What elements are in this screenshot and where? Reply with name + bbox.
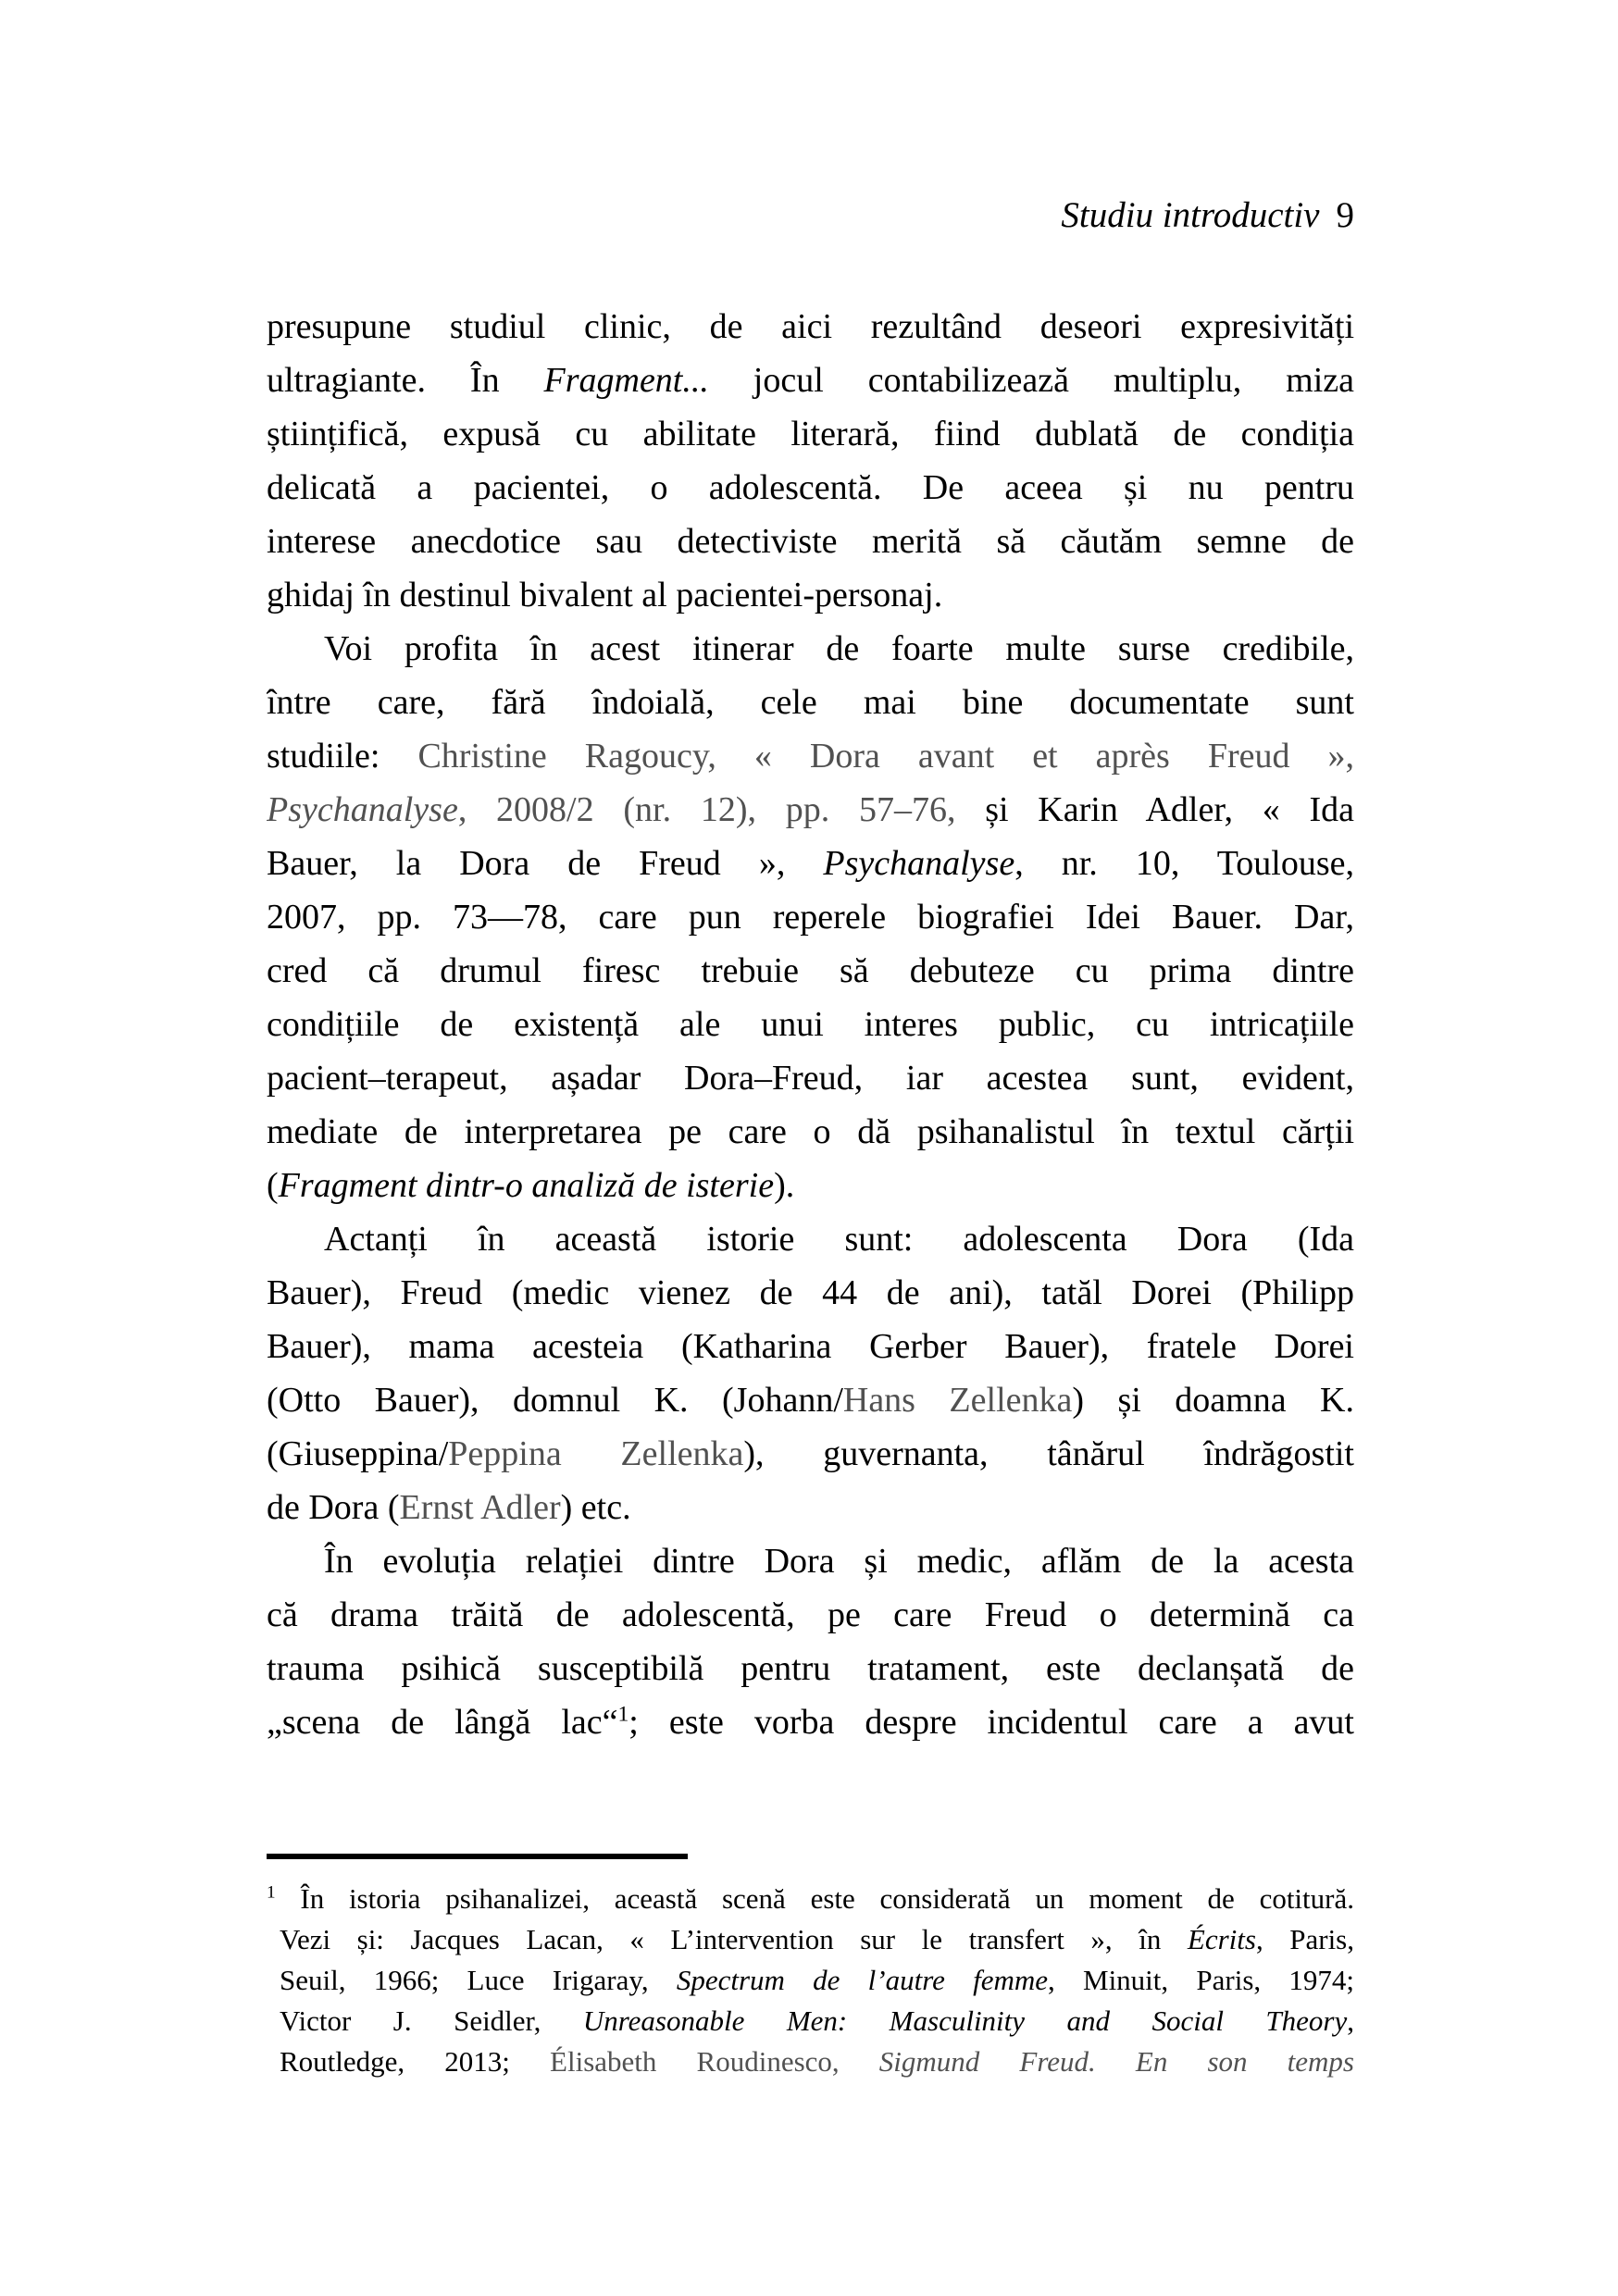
- reference-link[interactable]: Christine Ragoucy, « Dora avant et après Freud »,: [417, 737, 1354, 776]
- text-run: între care, fără îndoială, cele mai bine documentate sunt: [267, 683, 1354, 722]
- reference-link[interactable]: Sigmund Freud. En son temps: [878, 2045, 1354, 2078]
- footnote-marker: 1: [267, 1882, 276, 1903]
- text-run: Routledge, 2013;: [280, 2045, 551, 2078]
- text-line: [267, 1373, 1354, 1427]
- header-title: Studiu introductiv: [1061, 195, 1320, 235]
- paragraph: [267, 300, 1354, 622]
- text-run: Écrits: [1187, 1923, 1256, 1955]
- text-run: de Dora (: [267, 1488, 400, 1527]
- text-line: [267, 944, 1354, 998]
- text-run: Bauer, la Dora de Freud »,: [267, 844, 824, 883]
- text-line: [267, 676, 1354, 729]
- text-run: În istoria psihanalizei, această scenă este considerată un moment de cotitură.: [275, 1882, 1354, 1915]
- text-line: [267, 1588, 1354, 1642]
- text-run: „scena de lângă lac“: [267, 1703, 618, 1742]
- text-run: delicată a pacientei, o adolescentă. De aceea și nu pentru: [267, 468, 1354, 507]
- footnote: [267, 1879, 1354, 2082]
- text-line: [267, 1427, 1354, 1481]
- text-run: Seuil, 1966; Luce Irigaray,: [280, 1964, 677, 1996]
- text-run: ultragiante. În: [267, 361, 544, 400]
- text-run: interese anecdotice sau detectiviste merită să căutăm semne de: [267, 522, 1354, 561]
- text-line: [267, 1879, 1354, 1919]
- text-run: Victor J. Seidler,: [280, 2004, 583, 2037]
- text-line: [267, 1051, 1354, 1105]
- text-run: ; este vorba despre incidentul care a avut: [629, 1703, 1354, 1742]
- reference-link[interactable]: Psychanalyse: [267, 790, 458, 829]
- text-run: trauma psihică susceptibilă pentru tratament, este declanșată de: [267, 1649, 1354, 1688]
- text-run: că drama trăită de adolescentă, pe care Freud o determină ca: [267, 1595, 1354, 1634]
- reference-link[interactable]: Ernst Adler: [399, 1488, 561, 1527]
- text-run: ghidaj în destinul bivalent al pacientei-personaj.: [267, 576, 943, 614]
- text-run: studiile:: [267, 737, 418, 776]
- text-line: [267, 1534, 1354, 1588]
- text-run: , Minuit, Paris, 1974;: [1048, 1964, 1354, 1996]
- text-run: În evoluția relației dintre Dora și medic, aflăm de la acesta: [324, 1542, 1354, 1581]
- text-run: (Giuseppina/: [267, 1434, 449, 1473]
- text-run: pacient–terapeut, așadar Dora–Freud, iar acestea sunt, evident,: [267, 1059, 1354, 1098]
- text-line: [267, 1695, 1354, 1749]
- reference-link[interactable]: Peppina Zellenka: [448, 1434, 744, 1473]
- text-run: mediate de interpretarea pe care o dă psihanalistul în textul cărții: [267, 1112, 1354, 1151]
- text-run: (: [267, 1166, 279, 1205]
- page-number: 9: [1336, 195, 1354, 235]
- paragraph: [267, 1534, 1354, 1749]
- text-run: , nr. 10, Toulouse,: [1014, 844, 1354, 883]
- text-line: [267, 1919, 1354, 1960]
- text-line: [267, 783, 1354, 837]
- text-line: [267, 354, 1354, 407]
- text-run: Vezi și: Jacques Lacan, « L’intervention sur le transfert », în: [280, 1923, 1188, 1955]
- text-run: condițiile de existență ale unui interes public, cu intricațiile: [267, 1005, 1354, 1044]
- text-line: [267, 515, 1354, 568]
- footnote-divider: [267, 1854, 688, 1859]
- text-line: [267, 1105, 1354, 1159]
- running-header: [267, 194, 1354, 236]
- text-line: [267, 1481, 1354, 1534]
- text-run: ) și doamna K.: [1072, 1381, 1354, 1420]
- reference-link[interactable]: Hans Zellenka: [842, 1381, 1073, 1420]
- text-run: Voi profita în acest itinerar de foarte multe surse credibile,: [324, 629, 1354, 668]
- text-line: [267, 1159, 1354, 1212]
- reference-link[interactable]: Élisabeth Roudinesco,: [550, 2045, 840, 2078]
- text-run: Psychanalyse: [823, 844, 1015, 883]
- text-run: Unreasonable Men: Masculinity and Social Theory: [582, 2004, 1348, 2037]
- text-run: Spectrum de l’autre femme: [676, 1964, 1049, 1996]
- text-run: cred că drumul firesc trebuie să debuteze cu prima dintre: [267, 951, 1354, 990]
- text-run: ), guvernanta, tânărul îndrăgostit: [743, 1434, 1354, 1473]
- text-line: [267, 1212, 1354, 1266]
- text-run: ).: [774, 1166, 795, 1205]
- reference-link[interactable]: , 2008/2 (nr. 12), pp. 57–76,: [457, 790, 986, 829]
- text-run: jocul contabilizează multiplu, miza: [708, 361, 1354, 400]
- text-run: științifică, expusă cu abilitate literară, fiind dublată de condiția: [267, 415, 1354, 453]
- text-line: [267, 407, 1354, 461]
- text-line: [267, 1266, 1354, 1320]
- text-run: și Karin Adler, « Ida: [985, 790, 1354, 829]
- text-run: [840, 2045, 879, 2078]
- text-line: [267, 300, 1354, 354]
- text-line: [267, 568, 1354, 622]
- text-run: Actanți în această istorie sunt: adolescenta Dora (Ida: [324, 1220, 1354, 1259]
- text-line: [267, 837, 1354, 890]
- text-line: [267, 461, 1354, 515]
- text-line: [267, 1642, 1354, 1695]
- text-run: Fragment dintr-o analiză de isterie: [278, 1166, 775, 1205]
- text-line: [267, 2042, 1354, 2082]
- text-run: , Paris,: [1255, 1923, 1354, 1955]
- text-run: presupune studiul clinic, de aici rezultând deseori expresivități: [267, 307, 1354, 346]
- text-line: [267, 2001, 1354, 2042]
- text-line: [267, 622, 1354, 676]
- text-run: 2007, pp. 73—78, care pun reperele biografiei Idei Bauer. Dar,: [267, 898, 1354, 937]
- text-run: ,: [1347, 2004, 1354, 2037]
- footnote-marker: 1: [617, 1702, 629, 1727]
- text-line: [267, 1960, 1354, 2001]
- body-text: [267, 300, 1354, 1749]
- text-run: Bauer), mama acesteia (Katharina Gerber Bauer), fratele Dorei: [267, 1327, 1354, 1366]
- text-line: [267, 1320, 1354, 1373]
- text-run: (Otto Bauer), domnul K. (Johann/: [267, 1381, 843, 1420]
- text-run: Fragment...: [543, 361, 709, 400]
- text-run: Bauer), Freud (medic vienez de 44 de ani), tatăl Dorei (Philipp: [267, 1273, 1354, 1312]
- paragraph: [267, 1212, 1354, 1534]
- text-line: [267, 890, 1354, 944]
- text-line: [267, 729, 1354, 783]
- text-run: ) etc.: [560, 1488, 631, 1527]
- text-line: [267, 998, 1354, 1051]
- paragraph: [267, 622, 1354, 1212]
